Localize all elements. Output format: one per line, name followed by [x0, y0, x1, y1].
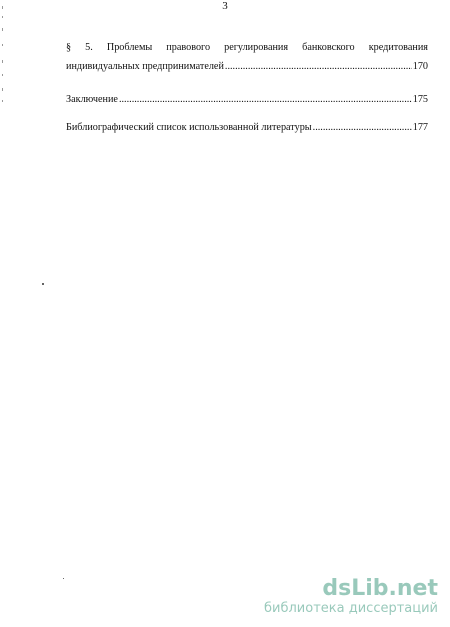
toc-word: Проблемы — [106, 42, 153, 53]
dot-leader — [313, 118, 412, 137]
toc-word: кредитования — [368, 42, 428, 53]
watermark-brand: dsLib.net — [322, 576, 438, 601]
toc-entry-conclusion — [66, 90, 428, 109]
toc-word: банковского — [302, 42, 355, 53]
toc-entry-leader-line — [66, 118, 428, 137]
dot-leader — [119, 90, 412, 109]
toc-page-number: 170 — [412, 61, 428, 72]
watermark-tagline: библиотека диссертаций — [264, 601, 438, 616]
scan-speck — [42, 283, 44, 285]
page-number: 3 — [222, 0, 228, 12]
toc-entry-title-cont: индивидуальных предпринимателей — [66, 61, 224, 72]
toc-entry-title: Заключение — [66, 94, 118, 105]
dot-leader — [225, 57, 412, 76]
scan-margin-marks — [2, 2, 8, 112]
scan-speck — [63, 578, 64, 579]
toc-entry-section-5 — [66, 38, 428, 76]
toc-word: регулирования — [224, 42, 289, 53]
watermark-logo — [264, 577, 438, 617]
toc-page-number: 175 — [412, 94, 428, 105]
toc-entry-leader-line — [66, 57, 428, 76]
toc-entry-title: Библиографический список использованной литературы — [66, 122, 312, 133]
toc-entry-leader-line — [66, 90, 428, 109]
toc-entry-bibliography — [66, 118, 428, 137]
toc-word: § — [66, 42, 72, 53]
toc-page-number: 177 — [412, 122, 428, 133]
toc-word: 5. — [85, 42, 93, 53]
toc-word: правового — [166, 42, 211, 53]
toc-entry-title-line — [66, 38, 428, 57]
